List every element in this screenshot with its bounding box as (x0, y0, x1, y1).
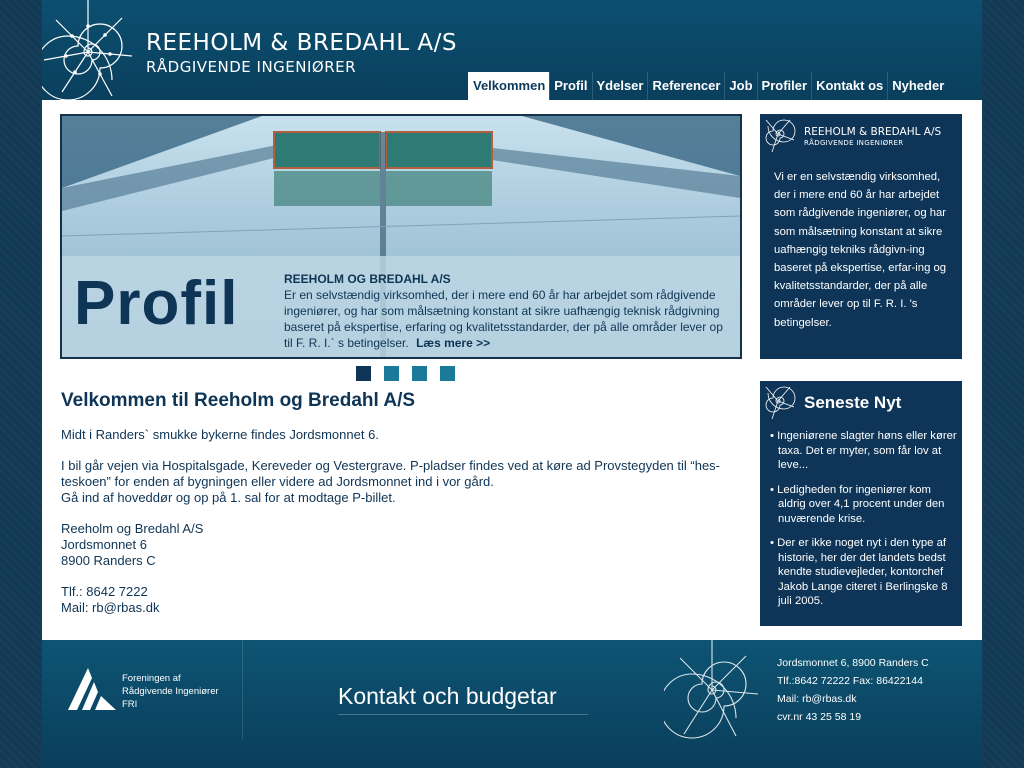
fri-line-2: Rådgivende Ingeniører (122, 686, 219, 697)
hero-banner[interactable] (60, 114, 742, 359)
fri-text (122, 672, 219, 711)
nav-nyheder[interactable]: Nyheder (887, 72, 948, 100)
contact-budget-link[interactable]: Kontakt och budgetar (338, 683, 557, 709)
phone-text: Tlf.: 8642 7222 (61, 584, 148, 599)
brand-subtitle: RÅDGIVENDE INGENIØRER (146, 58, 357, 76)
slider-dot-4[interactable] (440, 366, 455, 381)
address-name: Reeholm og Bredahl A/S (61, 521, 204, 536)
footer-divider (242, 640, 243, 740)
slider-dot-1[interactable] (356, 366, 371, 381)
hero-heading: REEHOLM OG BREDAHL A/S (284, 272, 451, 286)
news-item-2[interactable]: • Ledigheden for ingeniører kom aldrig over 4,1 procent under den nuværende krise. (770, 483, 945, 525)
intro-text: Midt i Randers` smukke bykerne findes Jordsmonnet 6. (61, 427, 379, 442)
main-nav (468, 72, 948, 100)
address-street: Jordsmonnet 6 (61, 537, 147, 552)
footer-mail[interactable]: Mail: rb@rbas.dk (777, 693, 857, 705)
slider-dot-3[interactable] (412, 366, 427, 381)
news-list (770, 429, 958, 619)
welcome-content (61, 427, 741, 616)
side-brand-subtitle: RÅDGIVENDE INGENIØRER (804, 139, 904, 147)
side-profile-box (760, 114, 962, 359)
nav-job[interactable]: Job (724, 72, 756, 100)
side-brand-title: REEHOLM & BREDAHL A/S (804, 126, 942, 138)
hero-big-word: Profil (74, 269, 239, 338)
slider-dot-2[interactable] (384, 366, 399, 381)
nautilus-small-icon (760, 114, 796, 154)
nav-kontakt-os[interactable]: Kontakt os (811, 72, 887, 100)
slider-dots (356, 366, 455, 381)
nautilus-logo-icon[interactable] (42, 0, 134, 100)
news-item-1[interactable]: • Ingeniørene slagter høns eller kører taxa. Det er myter, som får lov at leve... (770, 430, 957, 471)
side-profile-text: Vi er en selvstændig virksomhed, der i mere end 60 år har arbejdet som rådgivende ingeniører, og har som målsætning konstant at sikre uafhængig tekniks rådgivn-ing baseret på ekspertise, erfar-ing og kvalitetsstandarder, der på alle områder lever op til F. R. I. 's betingelser. (774, 171, 947, 329)
fri-logo-icon[interactable] (68, 668, 118, 714)
nav-profil[interactable]: Profil (549, 72, 591, 100)
header (42, 0, 982, 100)
hero-text (284, 287, 734, 351)
address-city: 8900 Randers C (61, 553, 156, 568)
nav-ydelser[interactable]: Ydelser (592, 72, 648, 100)
news-title: Seneste Nyt (804, 393, 902, 412)
directions-text-2: Gå ind af hoveddør og op på 1. sal for at modtage P-billet. (61, 490, 396, 505)
hero-body: Er en selvstændig virksomhed, der i mere end 60 år har arbejdet som rådgivende ingeniører, og har som målsætning konstant at sikre uafhængig teknisk rådgivning baseret på ekspertise, erfaring og kvalitetsstandarder, der på alle områder lever op til F. R. I.` s betingelser. (284, 288, 723, 350)
fri-line-3: FRI (122, 699, 138, 710)
footer-address: Jordsmonnet 6, 8900 Randers C (777, 657, 929, 669)
news-box (760, 381, 962, 626)
footer (42, 640, 982, 768)
main-content (42, 100, 982, 640)
mail-link[interactable]: Mail: rb@rbas.dk (61, 600, 160, 615)
cta-underline (338, 714, 588, 715)
footer-phone-fax: Tlf.:8642 72222 Fax: 86422144 (777, 675, 923, 687)
nautilus-small-icon (760, 381, 796, 421)
nautilus-footer-icon (664, 640, 760, 740)
brand-title: REEHOLM & BREDAHL A/S (146, 30, 457, 56)
fri-line-1: Foreningen af (122, 673, 181, 684)
page-title: Velkommen til Reeholm og Bredahl A/S (61, 390, 416, 411)
footer-cvr: cvr.nr 43 25 58 19 (777, 711, 862, 723)
footer-contact-info (777, 654, 929, 726)
news-item-3[interactable]: • Der er ikke noget nyt i den type af historie, her der det landets bedst kendte studievejleder, kontorchef Jakob Lange citeret i Berlingske 8 juli 2005. (770, 537, 948, 607)
nav-velkommen[interactable]: Velkommen (468, 72, 549, 100)
read-more-link[interactable]: Læs mere >> (416, 336, 491, 350)
nav-profiler[interactable]: Profiler (757, 72, 812, 100)
directions-text-1: I bil går vejen via Hospitalsgade, Kereveder og Vestergrave. P-pladser findes ved at køre ad Provstegyden til “hes-teskoen” for enden af bygningen eller videre ad Jordsmonnet ind i vor gård. (61, 458, 721, 489)
page (42, 0, 982, 768)
nav-referencer[interactable]: Referencer (647, 72, 724, 100)
